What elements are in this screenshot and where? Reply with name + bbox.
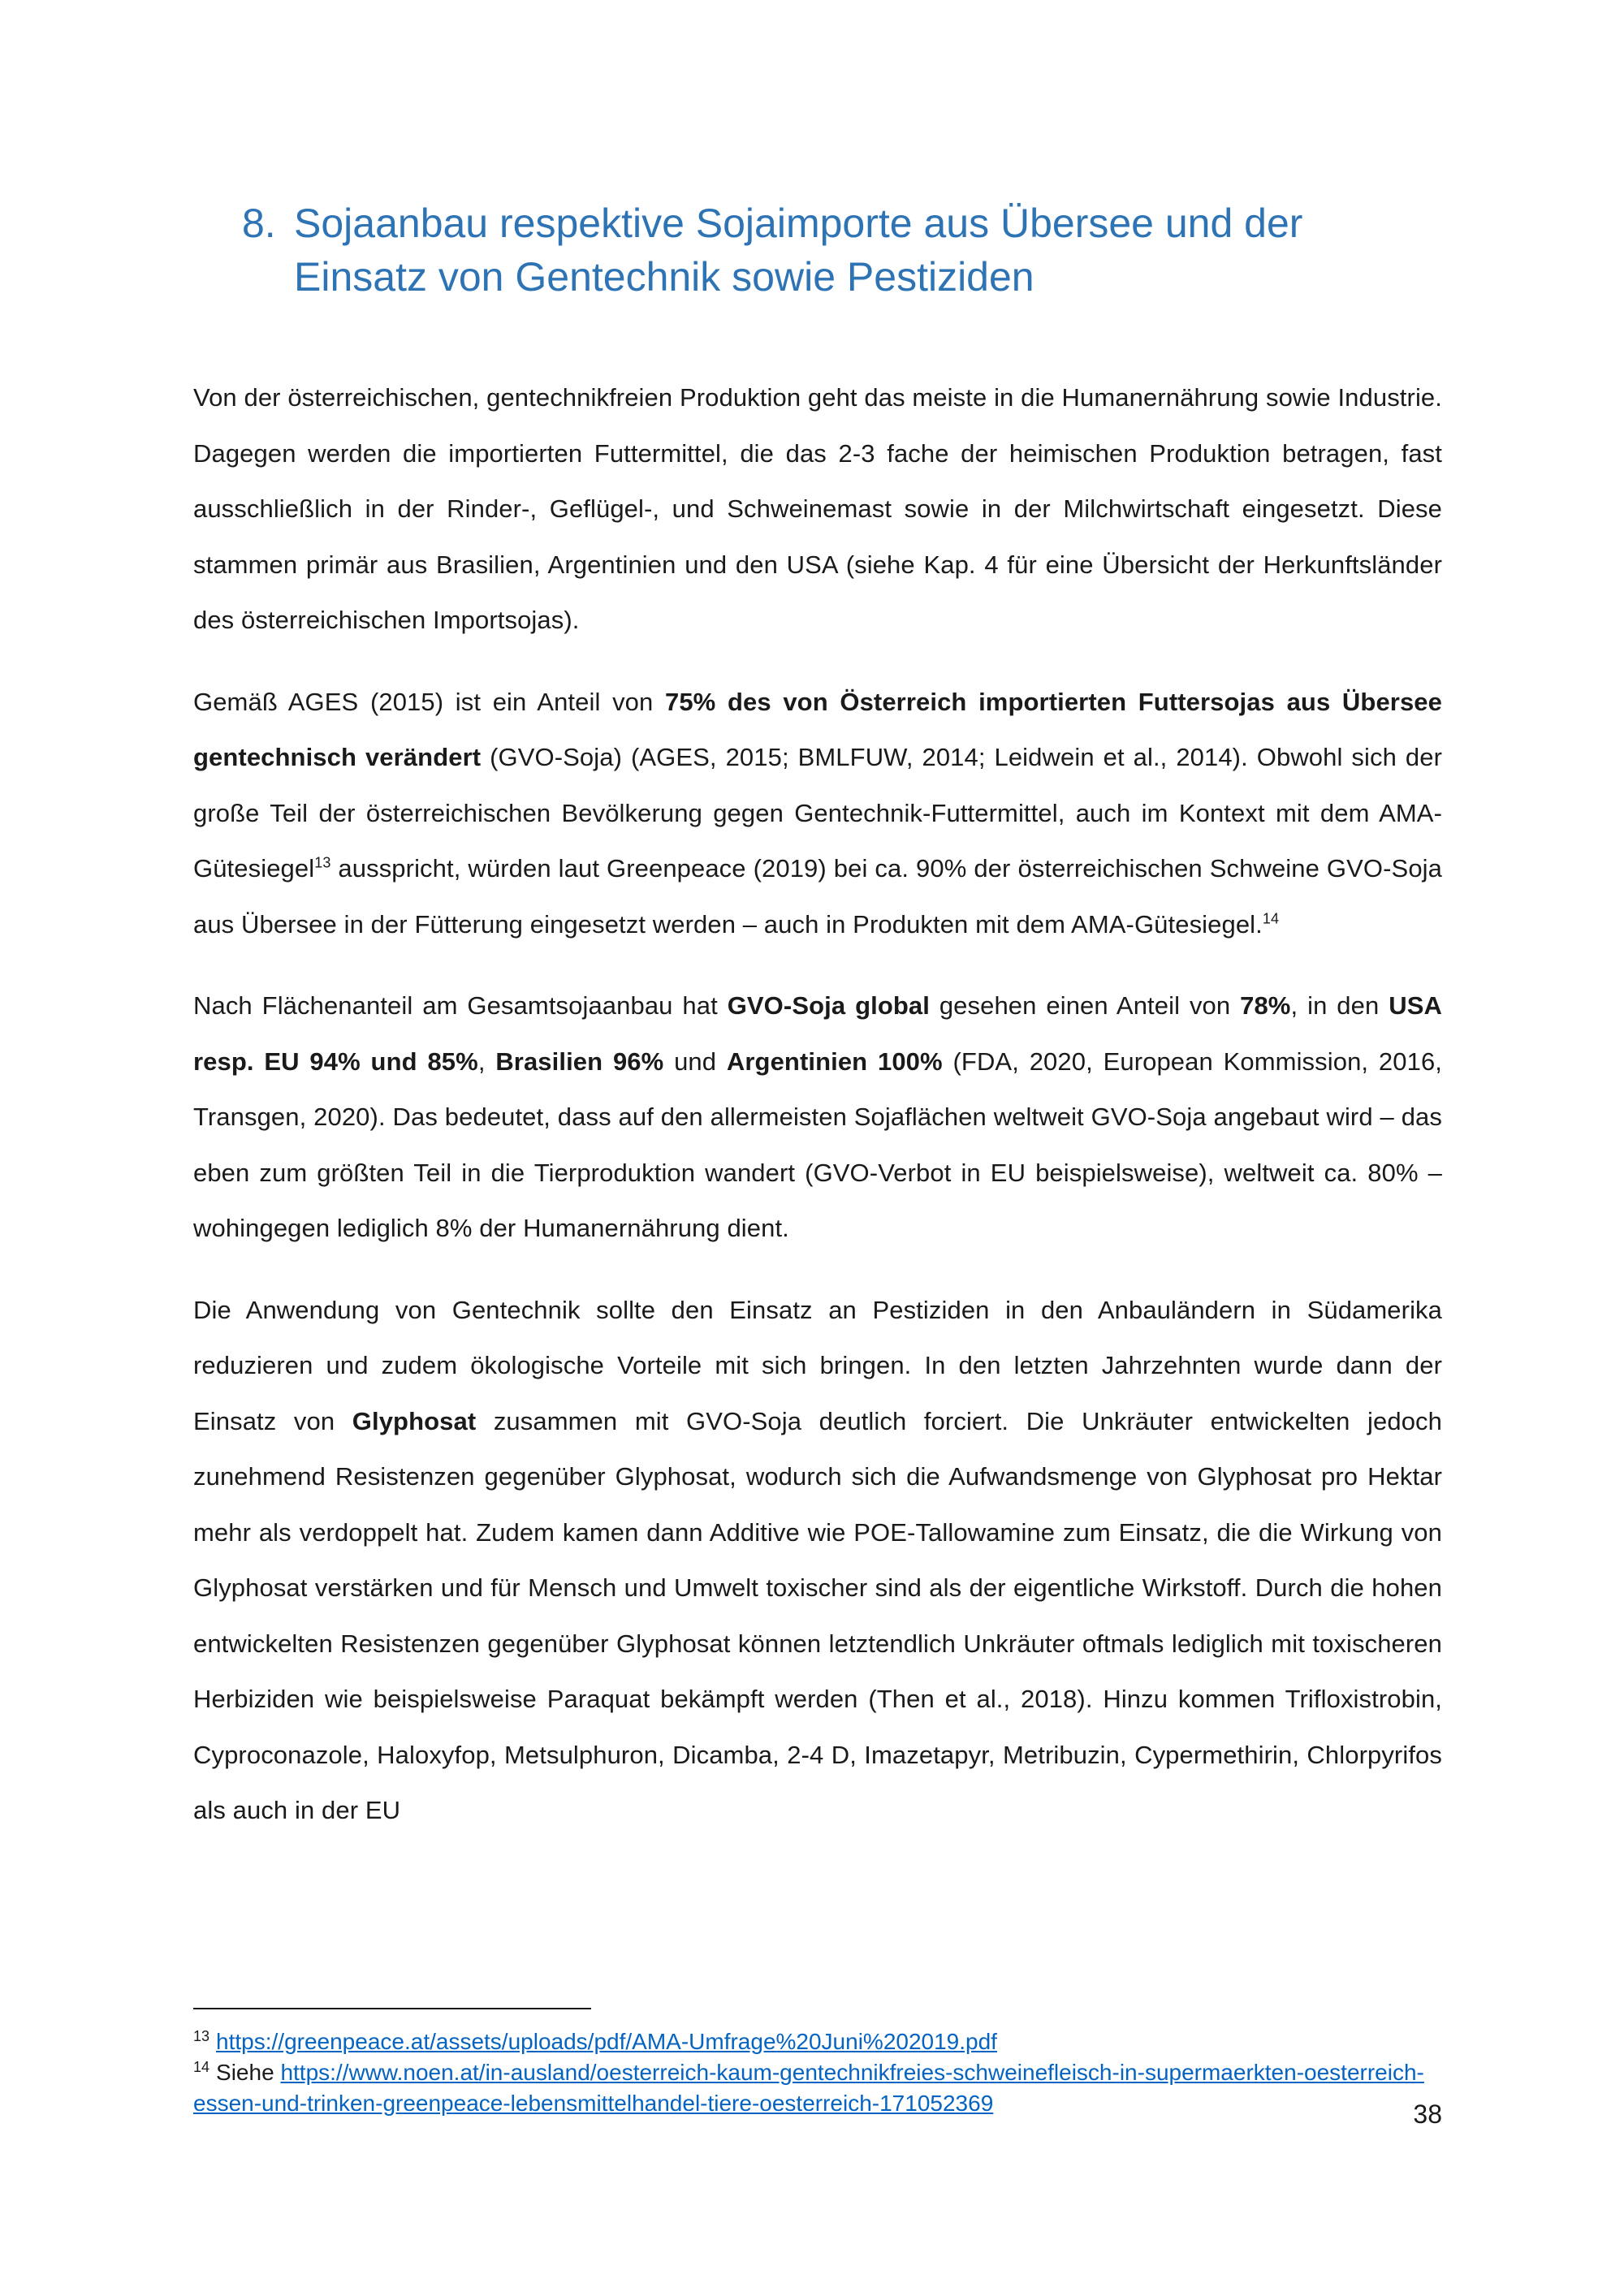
text-run: gesehen einen Anteil von — [929, 991, 1241, 1020]
bold-run: 78% — [1240, 991, 1291, 1020]
text-run: zusammen mit GVO-Soja deutlich forciert. Die Unkräuter entwickelten jedoch zunehmend Resistenzen gegenüber Glyphosat, wodurch sich die Aufwandsmenge von Glyphosat pro Hektar mehr als verdoppelt hat. Zudem kamen dann Additive wie POE-Tallowamine zum Einsatz, die die Wirkung von Glyphosat verstärken und für Mensch und Umwelt toxischer sind als der eigentliche Wirkstoff. Durch die hohen entwickelten Resistenzen gegenüber Glyphosat können letztendlich Unkräuter oftmals lediglich mit toxischeren Herbiziden wie beispielsweise Paraquat bekämpft werden (Then et al., 2018). Hinzu kommen Trifloxistrobin, Cyproconazole, Haloxyfop, Metsulphuron, Dicamba, 2-4 D, Imazetapyr, Metribuzin, Cypermethirin, Chlorpyrifos als auch in der EU — [193, 1406, 1442, 1824]
footnote-ref-14[interactable]: 14 — [1262, 910, 1280, 927]
section-heading — [242, 196, 1444, 304]
text-run: , in den — [1290, 991, 1389, 1020]
bold-run: 75% des von Österreich importierten Futtersojas aus Übersee gentechnisch verändert — [193, 687, 1442, 771]
text-run: , — [477, 1047, 496, 1076]
text-run: ausspricht, würden laut Greenpeace (2019) bei ca. 90% der österreichischen Schweine GVO-Soja aus Übersee in der Fütterung eingesetzt werden – auch in Produkten mit dem AMA-Gütesiegel. — [193, 854, 1442, 939]
body-text — [193, 370, 1442, 1865]
section-title: Sojaanbau respektive Sojaimporte aus Übersee und der Einsatz von Gentechnik sowie Pestiziden — [294, 201, 1303, 300]
text-run: Gemäß AGES (2015) ist ein Anteil von — [193, 687, 665, 716]
section-number: 8. — [242, 201, 276, 246]
bold-run: Glyphosat — [352, 1406, 477, 1435]
paragraph-1: Von der österreichischen, gentechnikfreien Produktion geht das meiste in die Humanernährung sowie Industrie. Dagegen werden die importierten Futtermittel, die das 2-3 fache der heimischen Produktion betragen, fast ausschließlich in der Rinder-, Geflügel-, und Schweinemast sowie in der Milchwirtschaft eingesetzt. Diese stammen primär aus Brasilien, Argentinien und den USA (siehe Kap. 4 für eine Übersicht der Herkunftsländer des österreichischen Importsojas). — [193, 383, 1442, 634]
page-number: 38 — [1413, 2100, 1442, 2129]
footnote-separator — [193, 2008, 591, 2009]
paragraph-3 — [193, 978, 1442, 1257]
bold-run: Brasilien 96% — [495, 1047, 664, 1076]
text-run: (GVO-Soja) (AGES, 2015; BMLFUW, 2014; Leidwein et al., 2014). Obwohl sich der große Teil der österreichischen Bevölkerung gegen Gentechnik-Futtermittel, auch im Kontext mit dem AMA-Gütesiegel — [193, 743, 1442, 883]
footnote-13 — [193, 2026, 1460, 2057]
bold-run: Argentinien 100% — [726, 1047, 943, 1076]
bold-run: USA resp. EU 94% und 85% — [193, 991, 1442, 1076]
text-run: Die Anwendung von Gentechnik sollte den Einsatz an Pestiziden in den Anbauländern in Südamerika reduzieren und zudem ökologische Vorteile mit sich bringen. In den letzten Jahrzehnten wurde dann der Einsatz von — [193, 1295, 1442, 1435]
paragraph-4 — [193, 1283, 1442, 1839]
text-run: und — [663, 1047, 727, 1076]
footnote-14-prefix: Siehe — [216, 2060, 281, 2085]
text-run: Nach Flächenanteil am Gesamtsojaanbau hat — [193, 991, 728, 1020]
footnote-14-link[interactable]: https://www.noen.at/in-ausland/oesterreich-kaum-gentechnikfreies-schweinefleisch-in-supermaerkten-oesterreich-essen-und-trinken-greenpeace-lebensmittelhandel-tiere-oesterreich-171052369 — [193, 2060, 1424, 2116]
footnote-marker: 14 — [193, 2058, 210, 2075]
footnote-13-link[interactable]: https://greenpeace.at/assets/uploads/pdf/AMA-Umfrage%20Juni%202019.pdf — [216, 2029, 997, 2054]
text-run: (FDA, 2020, European Kommission, 2016, Transgen, 2020). Das bedeutet, dass auf den allermeisten Sojaflächen weltweit GVO-Soja angebaut wird – das eben zum größten Teil in die Tierproduktion wandert (GVO-Verbot in EU beispielsweise), weltweit ca. 80% – wohingegen lediglich 8% der Humanernährung dient. — [193, 1047, 1442, 1242]
bold-run: GVO-Soja global — [727, 991, 930, 1020]
footnotes — [193, 2026, 1460, 2119]
footnote-14 — [193, 2057, 1460, 2119]
footnote-marker: 13 — [193, 2027, 210, 2044]
paragraph-2 — [193, 675, 1442, 953]
footnote-ref-13[interactable]: 13 — [314, 854, 331, 871]
